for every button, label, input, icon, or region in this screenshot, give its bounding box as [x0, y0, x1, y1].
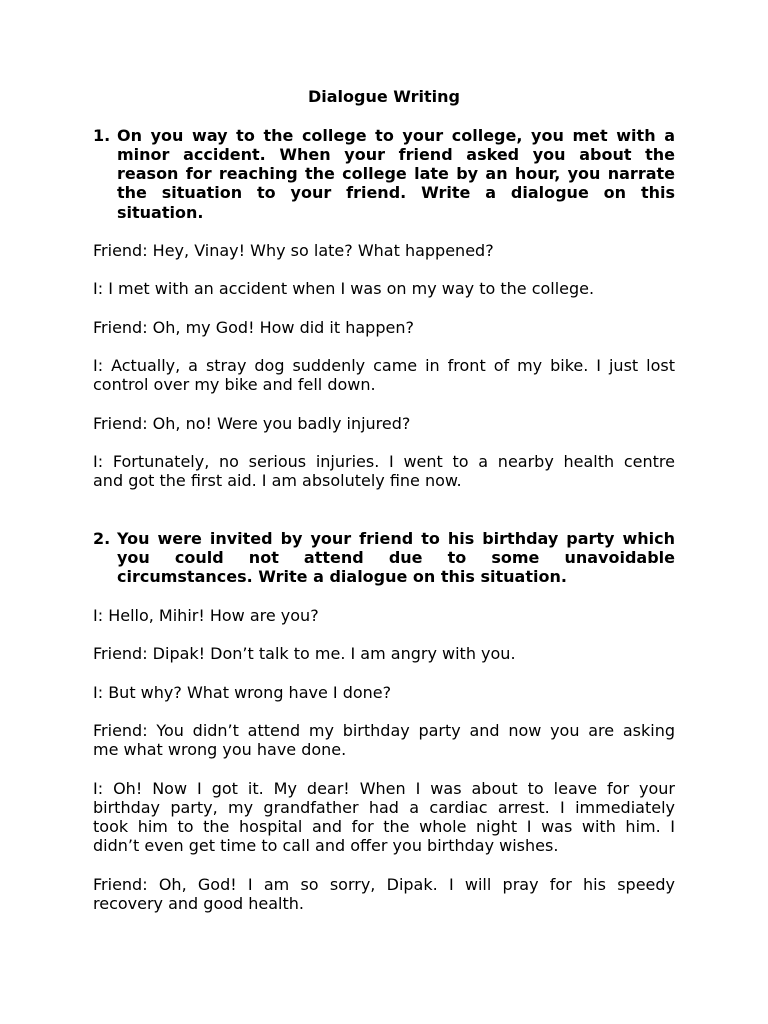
dialogue-line: me what wrong you have done.	[93, 740, 347, 760]
dialogue-turn-me	[93, 683, 675, 702]
dialogue-line: took him to the hospital and for the whole night I was with him. I	[93, 816, 675, 836]
dialogue-line: and got the first aid. I am absolutely fine now.	[93, 471, 462, 491]
question-text	[117, 529, 675, 587]
dialogue-turn-me	[93, 779, 675, 856]
question-text-line: circumstances. Write a dialogue on this situation.	[117, 567, 567, 587]
dialogue-line: I: Actually, a stray dog suddenly came in front of my bike. I just lost	[93, 356, 675, 376]
document-page	[93, 87, 675, 932]
dialogue-line: didn’t even get time to call and offer you birthday wishes.	[93, 836, 559, 856]
dialogue-line: I: Fortunately, no serious injuries. I went to a nearby health centre	[93, 452, 675, 472]
question-text-line: minor accident. When your friend asked you about the	[117, 144, 675, 164]
dialogue-line: Friend: Oh, my God! How did it happen?	[93, 317, 414, 337]
dialogue-turn-me	[93, 356, 675, 394]
question-text-line: On you way to the college to your college, you met with a	[117, 125, 675, 145]
dialogue-line: recovery and good health.	[93, 893, 304, 913]
question-text-line: you could not attend due to some unavoidable	[117, 548, 675, 568]
dialogue-line: Friend: Oh, no! Were you badly injured?	[93, 413, 411, 433]
question-number: 2.	[93, 528, 111, 548]
dialogue-line: Friend: Oh, God! I am so sorry, Dipak. I will pray for his speedy	[93, 874, 675, 894]
dialogue-turn-friend	[93, 721, 675, 759]
dialogue-turn-friend	[93, 644, 675, 663]
question-section-1	[93, 126, 675, 529]
dialogue-line: Friend: Hey, Vinay! Why so late? What happened?	[93, 240, 494, 260]
question-text	[117, 126, 675, 222]
dialogue-turn-friend	[93, 875, 675, 913]
dialogue-line: I: Hello, Mihir! How are you?	[93, 605, 319, 625]
document-title: Dialogue Writing	[307, 87, 461, 107]
question-section-2	[93, 529, 675, 932]
dialogue-turn-me	[93, 606, 675, 625]
question-text-line: situation.	[117, 202, 204, 222]
question-text-line: the situation to your friend. Write a dialogue on this	[117, 183, 675, 203]
question-prompt	[93, 126, 675, 222]
dialogue-turn-friend	[93, 241, 675, 260]
dialogue-turn-friend	[93, 414, 675, 433]
dialogue-line: I: But why? What wrong have I done?	[93, 682, 392, 702]
dialogue-line: birthday party, my grandfather had a cardiac arrest. I immediately	[93, 797, 675, 817]
question-text-line: You were invited by your friend to his birthday party which	[117, 528, 675, 548]
dialogue-line: control over my bike and fell down.	[93, 375, 376, 395]
dialogue-line: Friend: You didn’t attend my birthday party and now you are asking	[93, 720, 675, 740]
dialogue-line: I: Oh! Now I got it. My dear! When I was about to leave for your	[93, 778, 675, 798]
dialogue-turn-me	[93, 279, 675, 298]
dialogue-line: I: I met with an accident when I was on my way to the college.	[93, 279, 595, 299]
question-text-line: reason for reaching the college late by an hour, you narrate	[117, 164, 675, 184]
question-prompt	[93, 529, 675, 587]
dialogue-turn-friend	[93, 318, 675, 337]
question-number: 1.	[93, 125, 111, 145]
dialogue-turn-me	[93, 452, 675, 490]
dialogue-line: Friend: Dipak! Don’t talk to me. I am angry with you.	[93, 644, 516, 664]
